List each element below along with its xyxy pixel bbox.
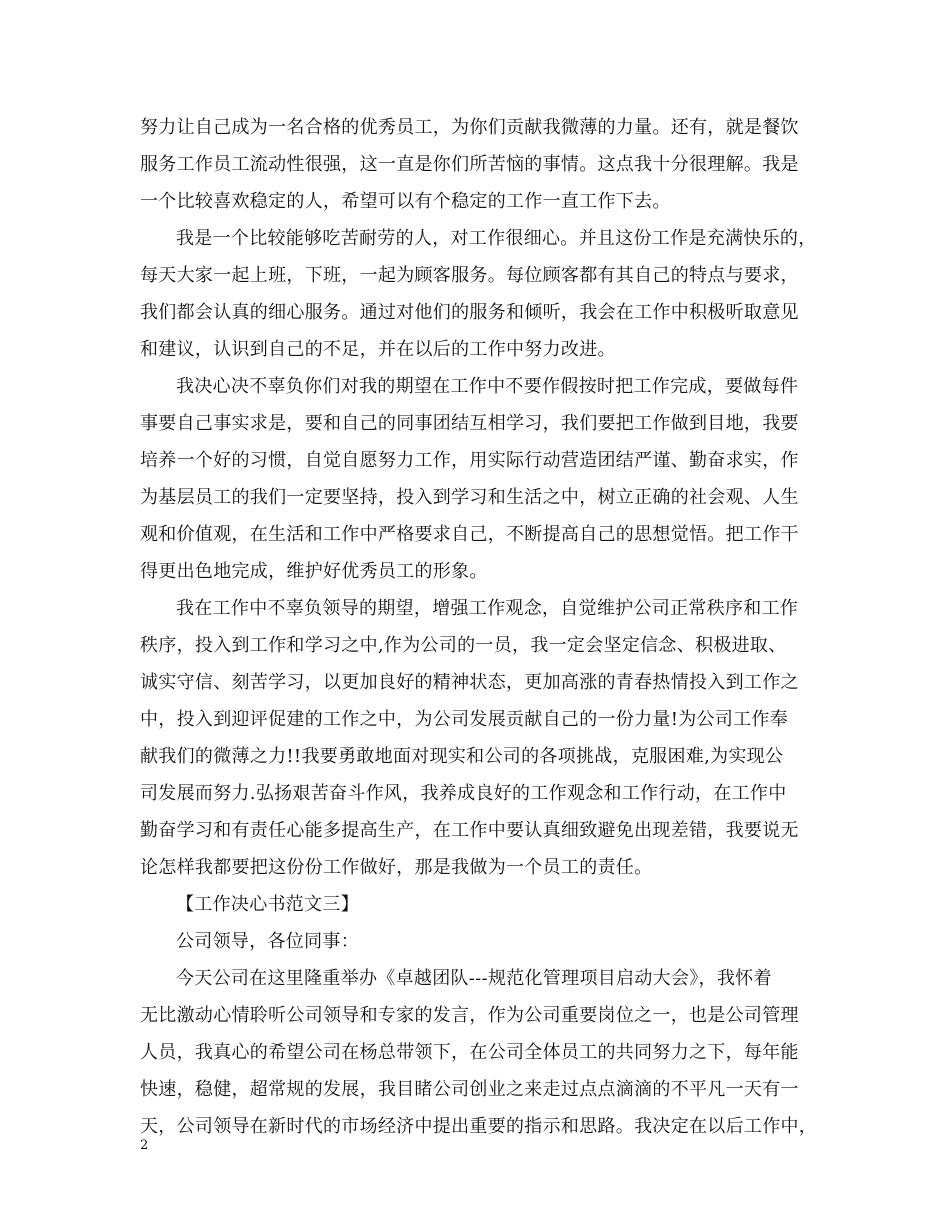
text-line: 和建议，认识到自己的不足，并在以后的工作中努力改进。 [140, 339, 616, 360]
text-line: 中，投入到迎评促建的工作之中，为公司发展贡献自己的一份力量!为公司工作奉 [140, 709, 789, 730]
text-line: 我们都会认真的细心服务。通过对他们的服务和倾听，我会在工作中积极听取意见 [140, 302, 799, 323]
paragraph-first-line: 今天公司在这里隆重举办《卓越团队---规范化管理项目启动大会》，我怀着 [176, 968, 772, 989]
text-line: 得更出色地完成，维护好优秀员工的形象。 [140, 561, 488, 582]
text-line: 天，公司领导在新时代的市场经济中提出重要的指示和思路。我决定在以后工作中， [140, 1116, 818, 1137]
text-line: 每天大家一起上班，下班，一起为顾客服务。每位顾客都有其自己的特点与要求， [140, 265, 799, 286]
text-line: 服务工作员工流动性很强，这一直是你们所苦恼的事情。这点我十分很理解。我是 [140, 154, 799, 175]
page-number: 2 [140, 1138, 149, 1153]
text-line: 努力让自己成为一名合格的优秀员工，为你们贡献我微薄的力量。还有，就是餐饮 [140, 117, 799, 138]
text-line: 为基层员工的我们一定要坚持，投入到学习和生活之中，树立正确的社会观、人生 [140, 487, 799, 508]
text-line: 司发展而努力.弘扬艰苦奋斗作风，我养成良好的工作观念和工作行动，在工作中 [140, 783, 787, 804]
text-line: 一个比较喜欢稳定的人，希望可以有个稳定的工作一直工作下去。 [140, 191, 671, 212]
text-line: 事要自己事实求是，要和自己的同事团结互相学习，我们要把工作做到目地，我要 [140, 413, 799, 434]
text-line: 培养一个好的习惯，自觉自愿努力工作，用实际行动营造团结严谨、勤奋求实，作 [140, 450, 799, 471]
paragraph-first-line: 我决心决不辜负你们对我的期望在工作中不要作假按时把工作完成，要做每件 [176, 376, 799, 397]
text-line: 献我们的微薄之力!!我要勇敢地面对现实和公司的各项挑战，克服困难,为实现公 [140, 746, 784, 767]
text-line: 论怎样我都要把这份份工作做好，那是我做为一个员工的责任。 [140, 857, 653, 878]
paragraph-first-line: 我在工作中不辜负领导的期望，增强工作观念，自觉维护公司正常秩序和工作 [176, 598, 799, 619]
salutation: 公司领导，各位同事： [176, 931, 359, 952]
text-line: 勤奋学习和有责任心能多提高生产，在工作中要认真细致避免出现差错，我要说无 [140, 820, 799, 841]
section-heading: 【工作决心书范文三】 [176, 894, 359, 915]
text-line: 诚实守信、刻苦学习，以更加良好的精神状态，更加高涨的青春热情投入到工作之 [140, 672, 799, 693]
text-line: 秩序，投入到工作和学习之中,作为公司的一员，我一定会坚定信念、积极进取、 [140, 635, 787, 656]
text-line: 快速，稳健，超常规的发展，我目睹公司创业之来走过点点滴滴的不平凡一天有一 [140, 1079, 799, 1100]
paragraph-first-line: 我是一个比较能够吃苦耐劳的人，对工作很细心。并且这份工作是充满快乐的， [176, 228, 817, 249]
text-line: 观和价值观，在生活和工作中严格要求自己，不断提高自己的思想觉悟。把工作干 [140, 524, 799, 545]
text-line: 无比激动心情聆听公司领导和专家的发言，作为公司重要岗位之一，也是公司管理 [140, 1005, 799, 1026]
text-line: 人员，我真心的希望公司在杨总带领下，在公司全体员工的共同努力之下，每年能 [140, 1042, 799, 1063]
